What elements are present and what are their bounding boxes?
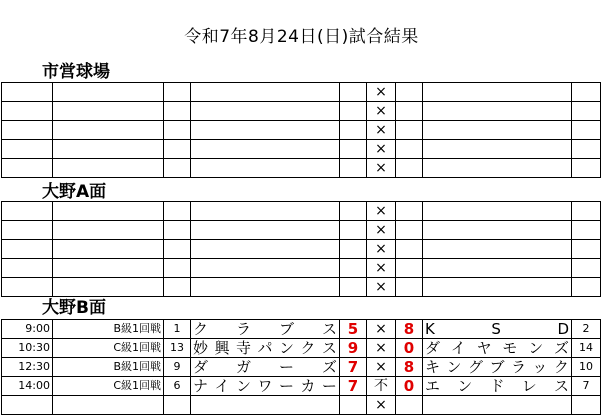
table-row [2,396,601,415]
score-cell: 7 [340,358,367,377]
versus-mark-cell: × [367,358,396,377]
team-name-cell [423,140,572,159]
team-number-cell: 9 [164,358,191,377]
team-name-cell [423,159,572,178]
team-name-cell [191,396,340,415]
team-number-cell: 6 [164,377,191,396]
score-cell [396,259,423,278]
time-cell: 9:00 [2,320,53,339]
score-cell [340,221,367,240]
team-number-cell [572,202,601,221]
division-cell [53,259,164,278]
division-cell [53,202,164,221]
score-cell [396,278,423,297]
time-cell [2,121,53,140]
results-table [1,82,601,178]
versus-mark-cell: × [367,202,396,221]
team-number-cell [164,202,191,221]
team-name-cell [191,159,340,178]
team-name-cell: 妙 興 寺 パ ン ク ス [191,339,340,358]
team-number-cell [572,396,601,415]
team-name-cell: K S D [423,320,572,339]
versus-mark-cell: × [367,159,396,178]
team-name-cell: ク ラ ブ ス [191,320,340,339]
time-cell [2,83,53,102]
time-cell [2,240,53,259]
score-cell: 8 [396,320,423,339]
results-table [1,201,601,297]
team-name-cell [423,221,572,240]
team-number-cell: 10 [572,358,601,377]
team-name-cell [191,121,340,140]
team-name-cell [423,396,572,415]
score-cell [340,140,367,159]
team-number-cell [164,83,191,102]
team-number-cell [572,259,601,278]
team-number-cell: 1 [164,320,191,339]
time-cell [2,102,53,121]
team-number-cell [572,221,601,240]
score-cell [396,121,423,140]
table-row [2,278,601,297]
section-title: 大野B面 [42,298,106,318]
versus-mark-cell: × [367,221,396,240]
team-number-cell [572,121,601,140]
time-cell: 14:00 [2,377,53,396]
time-cell: 12:30 [2,358,53,377]
score-cell [340,202,367,221]
team-number-cell: 13 [164,339,191,358]
versus-mark-cell: × [367,339,396,358]
division-cell [53,159,164,178]
versus-mark-cell: × [367,121,396,140]
table-row [2,159,601,178]
team-number-cell [572,102,601,121]
team-name-cell [191,140,340,159]
team-number-cell [572,83,601,102]
team-number-cell [572,278,601,297]
score-cell [396,396,423,415]
time-cell [2,396,53,415]
team-name-cell: キ ン グ ブ ラ ッ ク [423,358,572,377]
team-number-cell [164,140,191,159]
team-name-cell [191,278,340,297]
versus-mark-cell: × [367,320,396,339]
team-name-cell [423,240,572,259]
table-row [2,377,601,396]
team-name-cell [423,202,572,221]
score-cell: 0 [396,339,423,358]
versus-mark-cell: 不 [367,377,396,396]
team-number-cell [164,102,191,121]
team-name-cell: ナ イ ン ワ ー カ ー [191,377,340,396]
team-number-cell [164,396,191,415]
versus-mark-cell: × [367,240,396,259]
score-cell [340,259,367,278]
time-cell [2,259,53,278]
team-number-cell [164,278,191,297]
score-cell [396,221,423,240]
team-number-cell [164,240,191,259]
team-name-cell [423,83,572,102]
division-cell [53,221,164,240]
table-row [2,259,601,278]
division-cell [53,140,164,159]
score-cell: 5 [340,320,367,339]
score-cell [340,102,367,121]
table-row [2,140,601,159]
score-cell [340,396,367,415]
team-name-cell: ダ ガ ー ズ [191,358,340,377]
division-cell: B級1回戦 [53,320,164,339]
division-cell: C級1回戦 [53,339,164,358]
time-cell: 10:30 [2,339,53,358]
time-cell [2,278,53,297]
team-number-cell [164,259,191,278]
score-cell [396,140,423,159]
division-cell [53,102,164,121]
division-cell [53,121,164,140]
team-number-cell: 2 [572,320,601,339]
score-cell [340,121,367,140]
versus-mark-cell: × [367,259,396,278]
time-cell [2,159,53,178]
table-row [2,102,601,121]
score-cell [396,202,423,221]
score-cell [396,102,423,121]
score-cell [340,83,367,102]
team-name-cell: エ ン ド レ ス [423,377,572,396]
section-title: 市営球場 [42,62,110,82]
division-cell [53,396,164,415]
team-number-cell [572,140,601,159]
team-number-cell [572,159,601,178]
division-cell: B級1回戦 [53,358,164,377]
team-name-cell [191,102,340,121]
team-number-cell: 14 [572,339,601,358]
table-row [2,202,601,221]
time-cell [2,221,53,240]
team-name-cell [423,278,572,297]
score-cell [396,159,423,178]
score-cell [340,278,367,297]
score-cell: 8 [396,358,423,377]
team-name-cell [191,83,340,102]
team-number-cell [164,121,191,140]
table-row [2,221,601,240]
team-name-cell [423,102,572,121]
division-cell: C級1回戦 [53,377,164,396]
table-row [2,339,601,358]
section-title: 大野A面 [42,182,107,202]
versus-mark-cell: × [367,102,396,121]
table-row [2,240,601,259]
time-cell [2,202,53,221]
team-number-cell [572,240,601,259]
score-cell: 7 [340,377,367,396]
team-number-cell [164,159,191,178]
score-cell: 0 [396,377,423,396]
team-name-cell [191,240,340,259]
versus-mark-cell: × [367,396,396,415]
team-name-cell [191,259,340,278]
time-cell [2,140,53,159]
team-name-cell [423,259,572,278]
versus-mark-cell: × [367,83,396,102]
division-cell [53,278,164,297]
page-title: 令和7年8月24日(日)試合結果 [184,27,419,47]
team-name-cell [191,221,340,240]
score-cell [396,240,423,259]
score-cell [340,159,367,178]
team-number-cell [164,221,191,240]
table-row [2,358,601,377]
results-table [1,319,601,415]
division-cell [53,83,164,102]
versus-mark-cell: × [367,278,396,297]
table-row [2,83,601,102]
division-cell [53,240,164,259]
team-number-cell: 7 [572,377,601,396]
team-name-cell: ダ イ ヤ モ ン ズ [423,339,572,358]
versus-mark-cell: × [367,140,396,159]
score-cell [340,240,367,259]
table-row [2,121,601,140]
score-cell [396,83,423,102]
table-row [2,320,601,339]
team-name-cell [191,202,340,221]
score-cell: 9 [340,339,367,358]
team-name-cell [423,121,572,140]
